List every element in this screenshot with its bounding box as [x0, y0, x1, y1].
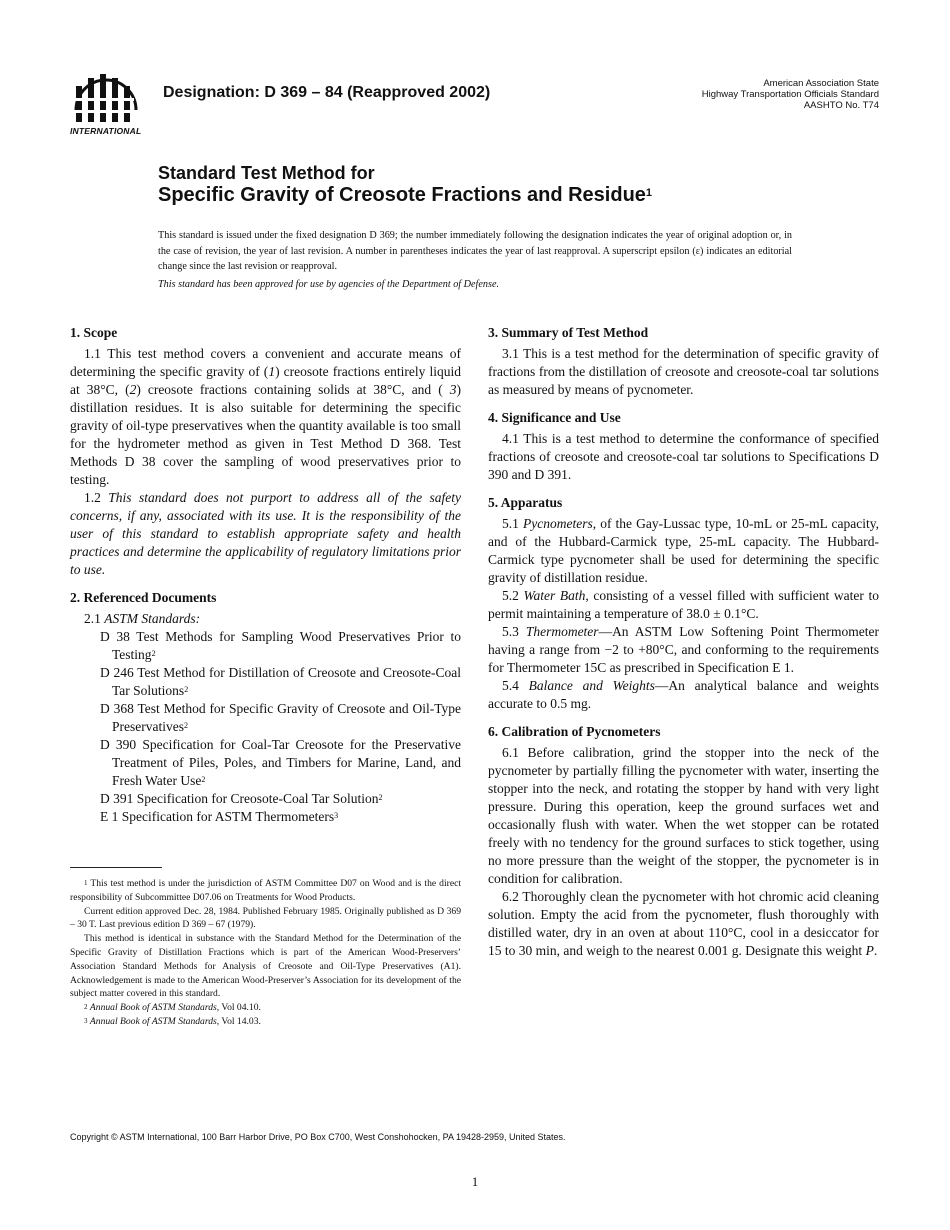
paragraph-6-2: 6.2 Thoroughly clean the pycnometer with hot chromic acid cleaning solution. Empty the acid from the pycnometer, flush thoroughly with distilled water, dry in an oven at about 110°C, cool in a desiccator for 15 to 30 min, and weigh to the nearest 0.001 g. Designate this weight P.	[488, 889, 879, 958]
section-heading: 2. Referenced Documents	[70, 590, 217, 605]
footnote-2: $^2$ Annual Book of ASTM Standards, Vol 04.10.	[84, 1002, 261, 1014]
subsection-2-1: 2.1 ASTM Standards:	[84, 611, 201, 626]
title-block	[158, 163, 798, 207]
reference-item: D 391 Specification for Creosote-Coal Tar Solution$^2$	[100, 791, 383, 806]
designation: Designation: D 369 – 84 (Reapproved 2002)	[163, 84, 491, 101]
section-heading: 6. Calibration of Pycnometers	[488, 724, 661, 739]
footnote-1: $^1$ This test method is under the jurisdiction of ASTM Committee D07 on Wood and is the direct responsibility of Subcommittee D07.06 on Treatments for Wood Products.	[70, 878, 461, 903]
footnotes	[70, 877, 461, 1029]
title-line-2	[158, 184, 798, 207]
copyright: Copyright © ASTM International, 100 Barr Harbor Drive, PO Box C700, West Conshohocken, PA 19428-2959, United States.	[70, 1132, 566, 1142]
paragraph-3-1: 3.1 This is a test method for the determination of specific gravity of fractions from the distillation of creosote and creosote-coal tar solutions as measured by means of pycnometer.	[488, 346, 879, 397]
aashto-reference	[702, 78, 879, 111]
reference-item: D 38 Test Methods for Sampling Wood Preservatives Prior to Testing$^2$	[100, 629, 461, 662]
dod-notice: This standard has been approved for use by agencies of the Department of Defense.	[158, 279, 500, 290]
section-apparatus	[488, 494, 879, 713]
right-column	[488, 324, 879, 970]
reference-item: D 390 Specification for Coal-Tar Creosote for the Preservative Treatment of Piles, Poles, and Timbers for Marine, Land, and Fresh Water Use$^2$	[100, 737, 461, 788]
reference-item: E 1 Specification for ASTM Thermometers$^3$	[100, 809, 339, 824]
paragraph-5-4: 5.4 Balance and Weights—An analytical balance and weights accurate to 0.5 mg.	[488, 678, 880, 711]
section-heading: 1. Scope	[70, 325, 118, 340]
section-summary	[488, 324, 879, 399]
left-column	[70, 324, 461, 836]
paragraph-1-1: 1.1 This test method covers a convenient and accurate means of determining the specific gravity of (1) creosote fractions entirely liquid at 38°C, (2) creosote fractions containing solids at 38°C, and ( 3) distillation residues. It is also suitable for determining the specific gravity of oil-type preservatives when the quantity available is too small for the hydrometer method as given in Test Method D 368. Test Methods D 38 cover the sampling of wood preservatives prior to testing.	[70, 346, 461, 487]
title-text: Specific Gravity of Creosote Fractions and Residue	[158, 184, 646, 206]
astm-logo	[66, 70, 152, 140]
paragraph-5-3: 5.3 Thermometer—An ASTM Low Softening Point Thermometer having a range from −2 to +80°C, and conforming to the requirements for Thermometer 15C as prescribed in Specification E 1.	[488, 624, 879, 675]
page-number: 1	[471, 1174, 479, 1189]
section-significance	[488, 409, 879, 484]
reference-item: D 368 Test Method for Specific Gravity of Creosote and Oil-Type Preservatives$^2$	[100, 701, 461, 734]
section-scope	[70, 324, 461, 579]
footnote-1-edition: Current edition approved Dec. 28, 1984. Published February 1985. Originally published as D 369 – 30 T. Last previous edition D 369 – 67 (1979).	[70, 905, 461, 931]
section-heading: 3. Summary of Test Method	[488, 325, 649, 340]
issuance-notice: This standard is issued under the fixed designation D 369; the number immediately following the designation indicates the year of original adoption or, in the case of revision, the year of last revision. A number in parentheses indicates the year of last reapproval. A superscript epsilon (ε) indicates an editorial change since the last revision or reapproval.	[158, 230, 792, 272]
paragraph-6-1: 6.1 Before calibration, grind the stopper into the neck of the pycnometer by partially filling the pycnometer with water, inserting the stopper into the neck, and rotating the stopper by hand with very light pressure. During this operation, keep the ground surfaces wet and occasionally flush with water. When the wet stopper can be rotated freely with no tendency for the ground surfaces to stick together, using no more pressure than the weight of the stopper, the pycnometer is in condition for calibration.	[488, 745, 879, 886]
title-line-1: Standard Test Method for	[158, 163, 375, 183]
paragraph-1-2: 1.2 This standard does not purport to address all of the safety concerns, if any, associated with its use. It is the responsibility of the user of this standard to establish appropriate safety and health practices and determine the applicability of regulatory limitations prior to use.	[70, 490, 462, 577]
aashto-line: AASHTO No. T74	[803, 100, 879, 111]
aashto-line: Highway Transportation Officials Standard	[701, 89, 879, 100]
footnote-divider	[70, 867, 162, 868]
paragraph-4-1: 4.1 This is a test method to determine the conformance of specified fractions of creosote and creosote-coal tar solutions to Specifications D 390 and D 391.	[488, 431, 879, 482]
title-footnote-ref[interactable]: 1	[645, 187, 653, 199]
section-referenced-documents	[70, 589, 461, 826]
section-heading: 5. Apparatus	[488, 495, 563, 510]
section-calibration	[488, 723, 879, 960]
aashto-line: American Association State	[763, 78, 879, 89]
footnote-3: $^3$ Annual Book of ASTM Standards, Vol 14.03.	[84, 1015, 261, 1027]
paragraph-5-2: 5.2 Water Bath, consisting of a vessel filled with sufficient water to permit maintaining a temperature of 38.0 ± 0.1°C.	[488, 588, 879, 621]
footnote-1-identity: This method is identical in substance with the Standard Method for the Determination of the Specific Gravity of Distillation Fractions which is part of the American Wood-Preservers’ Association Standard Methods for Analysis of Creosote and Oil-Type Preservatives (A1). Acknowledgement is made to the American Wood-Preserver’s Association for its development of the subject matter covered in this standard.	[70, 933, 461, 1000]
logo-text: INTERNATIONAL	[70, 126, 142, 136]
paragraph-5-1: 5.1 Pycnometers, of the Gay-Lussac type, 10-mL or 25-mL capacity, and of the Hubbard-Carmick type, 25-mL capacity. The Hubbard-Carmick type pycnometer shall be used for determining the specific gravity of distillation residue.	[488, 516, 879, 585]
reference-item: D 246 Test Method for Distillation of Creosote and Creosote-Coal Tar Solutions$^2$	[100, 665, 461, 698]
section-heading: 4. Significance and Use	[488, 410, 621, 425]
